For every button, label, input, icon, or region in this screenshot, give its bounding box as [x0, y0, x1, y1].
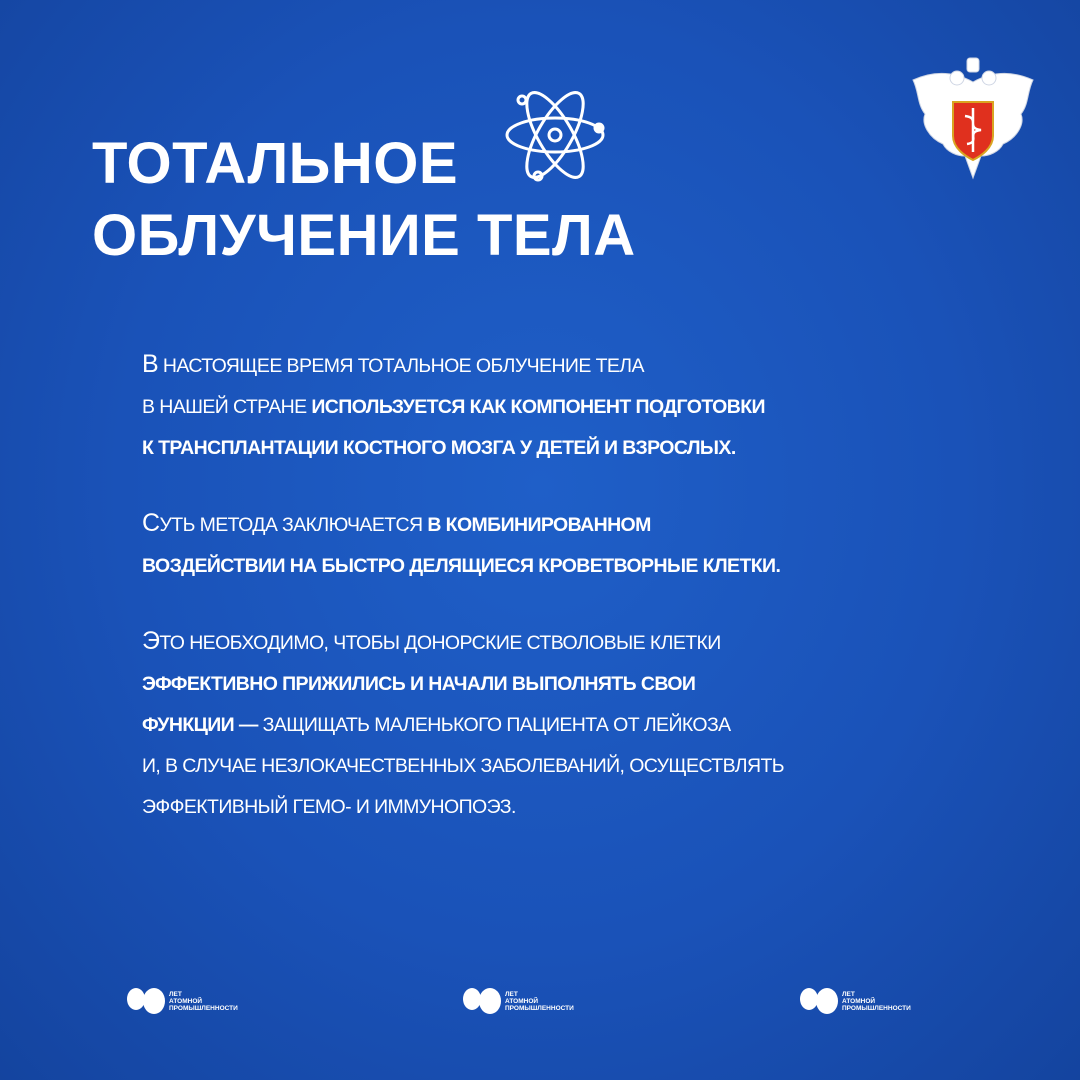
paragraph: [142, 503, 942, 587]
text-line: [142, 546, 942, 587]
initial-capital: С: [142, 509, 160, 537]
logo-80-mark: [800, 988, 838, 1014]
text: УТЬ МЕТОДА ЗАКЛЮЧАЕТСЯ: [159, 514, 428, 536]
text: ТО НЕОБХОДИМО, ЧТОБЫ ДОНОРСКИЕ СТВОЛОВЫЕ КЛЕТКИ: [159, 632, 721, 654]
logo-80-mark: [463, 988, 501, 1014]
logo-text: ЛЕТ: [505, 990, 518, 998]
logo-text: ПРОМЫШЛЕННОСТИ: [842, 1004, 911, 1012]
text-line: [142, 746, 942, 787]
text-line: [142, 387, 942, 428]
text-line: [142, 705, 942, 746]
footer-logo-left: [127, 988, 238, 1014]
text-line: [142, 344, 942, 387]
atom-icon: [500, 88, 610, 183]
text-line: [142, 664, 942, 705]
logo-text: АТОМНОЙ: [169, 997, 203, 1005]
footer-logo-right: [800, 988, 911, 1014]
ministry-of-health-emblem: [905, 52, 1041, 188]
title-line-2: ОБЛУЧЕНИЕ ТЕЛА: [92, 203, 636, 268]
bold-text: ФУНКЦИИ —: [142, 714, 258, 736]
paragraph: [142, 621, 942, 828]
bold-text: ЭФФЕКТИВНО ПРИЖИЛИСЬ И НАЧАЛИ ВЫПОЛНЯТЬ СВОИ: [142, 673, 696, 695]
text-line: [142, 621, 942, 664]
text: НАСТОЯЩЕЕ ВРЕМЯ ТОТАЛЬНОЕ ОБЛУЧЕНИЕ ТЕЛА: [158, 355, 644, 377]
paragraph: [142, 344, 942, 469]
logo-text: АТОМНОЙ: [842, 997, 876, 1005]
text: И, В СЛУЧАЕ НЕЗЛОКАЧЕСТВЕННЫХ ЗАБОЛЕВАНИЙ, ОСУЩЕСТВЛЯТЬ: [142, 755, 784, 777]
text: ЗАЩИЩАТЬ МАЛЕНЬКОГО ПАЦИЕНТА ОТ ЛЕЙКОЗА: [257, 714, 731, 736]
text: В НАШЕЙ СТРАНЕ: [142, 396, 312, 418]
text: ЭФФЕКТИВНЫЙ ГЕМО- И ИММУНОПОЭЗ.: [142, 796, 516, 818]
initial-capital: Э: [142, 627, 160, 655]
bold-text: ИСПОЛЬЗУЕТСЯ КАК КОМПОНЕНТ ПОДГОТОВКИ: [311, 396, 765, 418]
logo-text: ПРОМЫШЛЕННОСТИ: [169, 1004, 238, 1012]
logo-text: ЛЕТ: [842, 990, 855, 998]
footer-logo-center: [463, 988, 574, 1014]
logo-text: ПРОМЫШЛЕННОСТИ: [505, 1004, 574, 1012]
bold-text: В КОМБИНИРОВАННОМ: [427, 514, 651, 536]
text-line: [142, 503, 942, 546]
logo-80-mark: [127, 988, 165, 1014]
bold-text: К ТРАНСПЛАНТАЦИИ КОСТНОГО МОЗГА У ДЕТЕЙ И ВЗРОСЛЫХ.: [142, 437, 736, 459]
initial-capital: В: [142, 350, 159, 378]
logo-text: АТОМНОЙ: [505, 997, 539, 1005]
logo-text: ЛЕТ: [169, 990, 182, 998]
title-line-1: ТОТАЛЬНОЕ: [92, 131, 459, 196]
text-line: [142, 428, 942, 469]
body-text: [142, 344, 942, 862]
text-line: [142, 787, 942, 828]
bold-text: ВОЗДЕЙСТВИИ НА БЫСТРО ДЕЛЯЩИЕСЯ КРОВЕТВОРНЫЕ КЛЕТКИ.: [142, 555, 781, 577]
